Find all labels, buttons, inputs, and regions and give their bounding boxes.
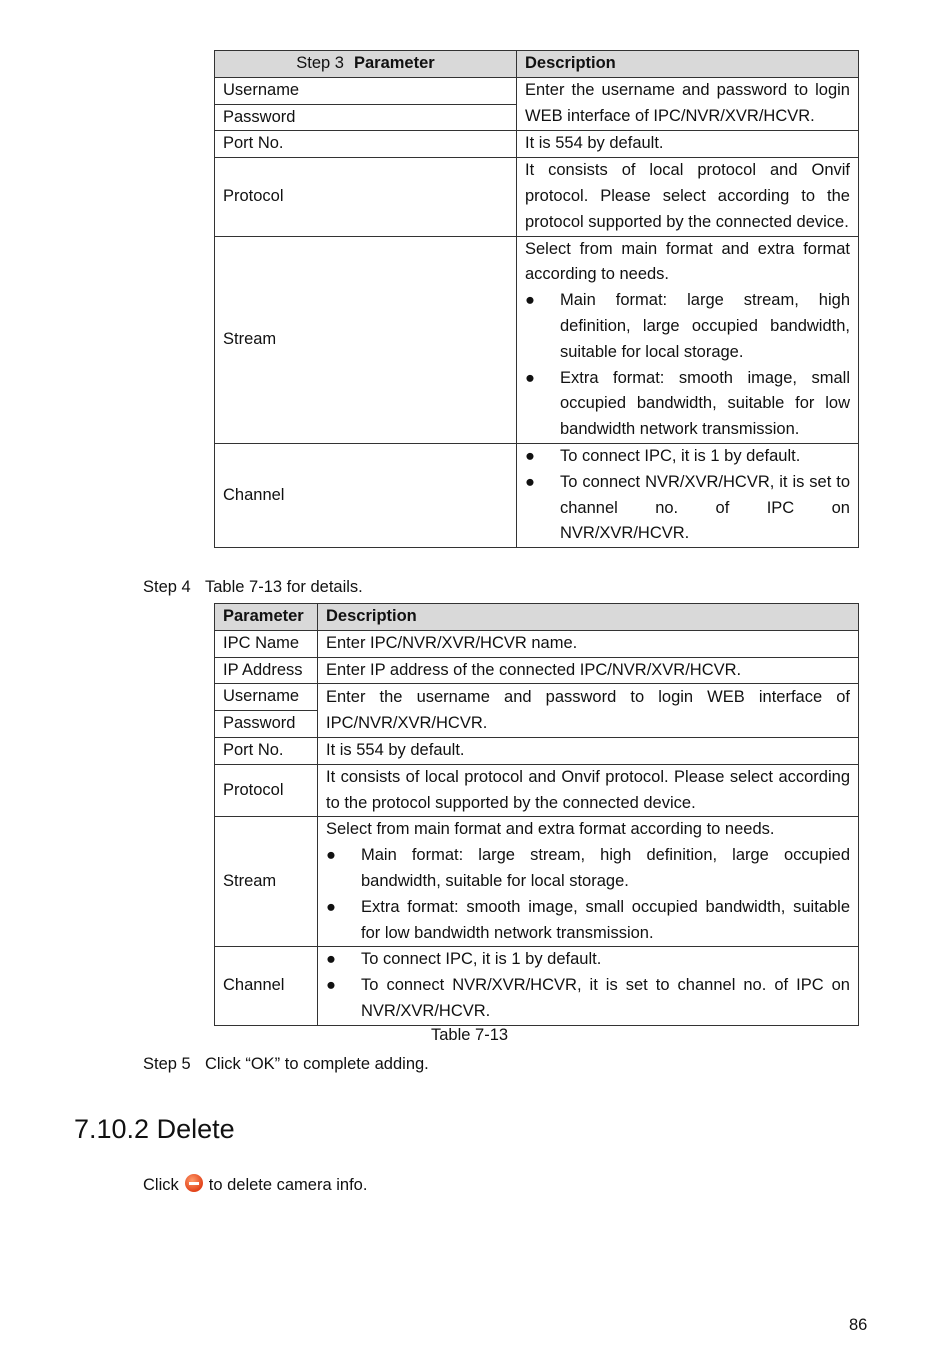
param-cell: Username (215, 684, 318, 711)
param-cell: Port No. (215, 131, 517, 158)
desc-cell: It consists of local protocol and Onvif protocol. Please select according to the protocol supported by the connected device. (318, 764, 859, 817)
bullet-icon: ● (525, 291, 535, 310)
parameter-table-1 (214, 50, 859, 548)
page-number: 86 (849, 1316, 868, 1334)
bullet-icon: ● (326, 950, 336, 969)
bullet-icon: ● (326, 976, 336, 995)
delete-instruction (143, 1172, 367, 1198)
param-cell: Password (215, 104, 517, 131)
desc-header: Description (517, 51, 859, 78)
param-cell: Stream (215, 236, 517, 443)
desc-cell: It is 554 by default. (517, 131, 859, 158)
desc-header: Description (318, 604, 859, 631)
param-cell: Password (215, 711, 318, 738)
table-row (215, 684, 859, 711)
table-row (215, 737, 859, 764)
table-row (215, 158, 859, 236)
list-item: ● Main format: large stream, high definition, large occupied bandwidth, suitable for local storage. (525, 288, 850, 365)
instruction-text: Click (143, 1176, 179, 1194)
desc-cell (517, 236, 859, 443)
param-cell: Protocol (215, 764, 318, 817)
list-item: ● To connect NVR/XVR/HCVR, it is set to channel no. of IPC on NVR/XVR/HCVR. (525, 470, 850, 547)
table-row (215, 77, 859, 104)
desc-cell: It is 554 by default. (318, 737, 859, 764)
desc-cell (318, 817, 859, 947)
list-item: ● To connect IPC, it is 1 by default. (525, 444, 850, 470)
param-cell: Username (215, 77, 517, 104)
table-row (215, 443, 859, 547)
param-cell: IPC Name (215, 630, 318, 657)
bullet-icon: ● (326, 897, 336, 916)
table-row (215, 131, 859, 158)
section-heading: 7.10.2 Delete (74, 1114, 235, 1144)
instruction-text: to delete camera info. (208, 1176, 368, 1194)
bullet-icon: ● (326, 846, 336, 865)
param-header: Parameter (215, 604, 318, 631)
bullet-icon: ● (525, 368, 535, 387)
parameter-table-2 (214, 603, 859, 1026)
param-cell: IP Address (215, 657, 318, 684)
step-label: Step 3 (296, 54, 344, 72)
list-item: ● To connect NVR/XVR/HCVR, it is set to channel no. of IPC on NVR/XVR/HCVR. (326, 973, 850, 1025)
table-row (215, 657, 859, 684)
param-header: Step 3 Parameter (215, 51, 517, 78)
param-cell: Protocol (215, 158, 517, 236)
stream-intro: Select from main format and extra format according to needs. (326, 820, 775, 839)
step-label: Step 4 (143, 578, 191, 596)
desc-cell: Enter IPC/NVR/XVR/HCVR name. (318, 630, 859, 657)
desc-cell (318, 947, 859, 1025)
step-label: Step 5 (143, 1055, 191, 1073)
step-5 (143, 1051, 429, 1077)
desc-cell: Enter IP address of the connected IPC/NVR/XVR/HCVR. (318, 657, 859, 684)
param-cell: Port No. (215, 737, 318, 764)
bullet-icon: ● (525, 472, 535, 491)
list-item: ● To connect IPC, it is 1 by default. (326, 947, 850, 973)
table-header-row (215, 51, 859, 78)
table-row (215, 947, 859, 1025)
desc-cell: It consists of local protocol and Onvif protocol. Please select according to the protocol supported by the connected device. (517, 158, 859, 236)
delete-icon[interactable] (185, 1174, 203, 1192)
param-cell: Stream (215, 817, 318, 947)
stream-intro: Select from main format and extra format according to needs. (525, 239, 850, 284)
param-cell: Channel (215, 443, 517, 547)
table-row (215, 817, 859, 947)
desc-cell (517, 443, 859, 547)
table-row (215, 764, 859, 817)
step-text: Click “OK” to complete adding. (205, 1055, 429, 1073)
table-row (215, 630, 859, 657)
step-text: Table 7-13 for details. (205, 578, 363, 596)
list-item: ● Extra format: smooth image, small occupied bandwidth, suitable for low bandwidth network transmission. (525, 366, 850, 443)
list-item: ● Extra format: smooth image, small occupied bandwidth, suitable for low bandwidth network transmission. (326, 895, 850, 947)
table-row (215, 236, 859, 443)
param-cell: Channel (215, 947, 318, 1025)
step-4 (143, 574, 363, 600)
desc-cell: Enter the username and password to login WEB interface of IPC/NVR/XVR/HCVR. (318, 684, 859, 738)
list-item: ● Main format: large stream, high definition, large occupied bandwidth, suitable for local storage. (326, 843, 850, 895)
bullet-icon: ● (525, 446, 535, 465)
table-header-row (215, 604, 859, 631)
desc-cell: Enter the username and password to login WEB interface of IPC/NVR/XVR/HCVR. (517, 77, 859, 131)
table-caption: Table 7-13 (431, 1026, 509, 1044)
